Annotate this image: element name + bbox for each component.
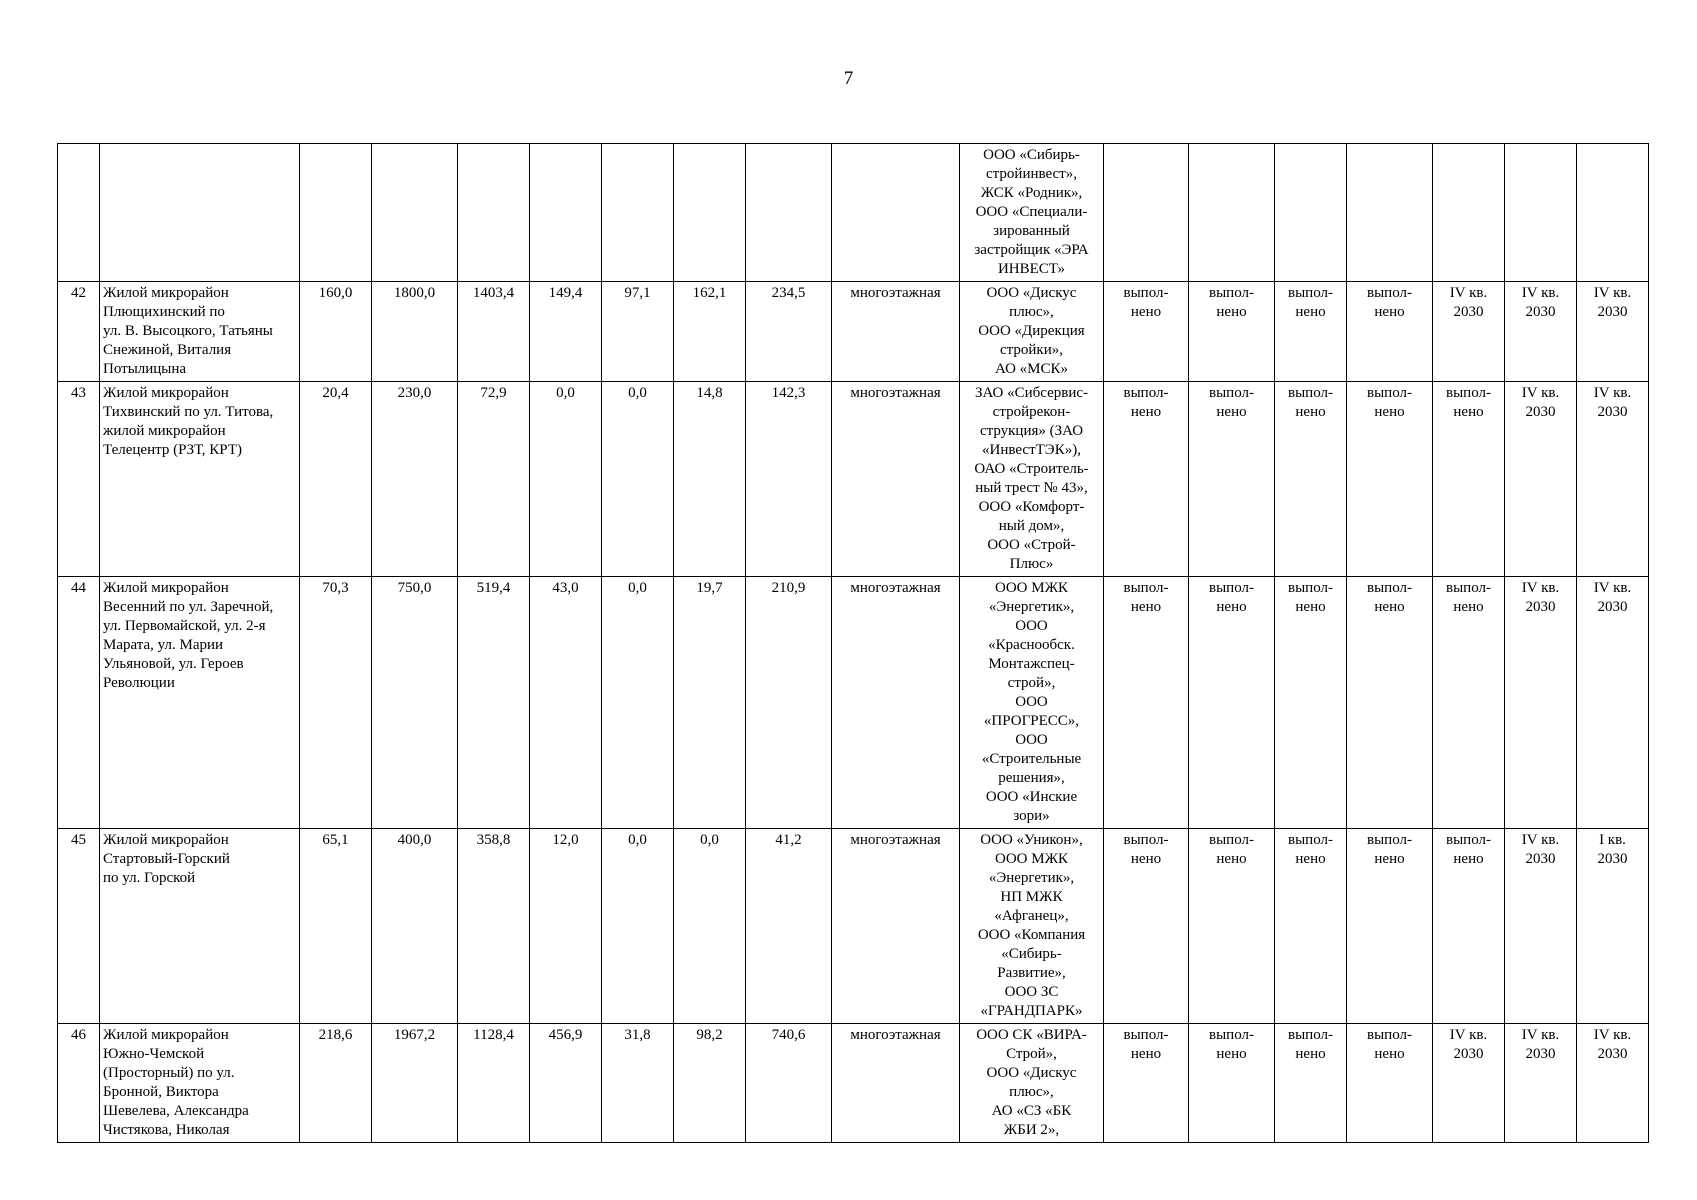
status-line: выпол-	[1367, 580, 1412, 596]
status-line: IV кв.	[1593, 285, 1632, 301]
developer-line: «ИнвестТЭК»),	[982, 442, 1081, 458]
object-name-line: Революции	[103, 675, 175, 691]
object-name-line: Потылицына	[103, 361, 187, 377]
value-cell: 456,9	[530, 1024, 602, 1143]
value-cell: 230,0	[372, 382, 458, 577]
developer-line: ООО «Сибирь-	[983, 147, 1080, 163]
object-name	[100, 282, 300, 382]
table-row	[58, 144, 1649, 282]
status-line: нено	[1453, 599, 1484, 615]
value-cell	[300, 144, 372, 282]
developer-line: «Сибирь-	[1001, 946, 1062, 962]
status-cell	[1347, 144, 1433, 282]
developer-line: Монтажспец-	[988, 656, 1075, 672]
status-line: 2030	[1525, 851, 1556, 867]
object-name	[100, 1024, 300, 1143]
status-cell	[1577, 282, 1649, 382]
object-name-line: Бронной, Виктора	[103, 1084, 219, 1100]
developer-line: ЖБИ 2»,	[1003, 1122, 1060, 1138]
developer-line: ООО «Строй-	[987, 537, 1076, 553]
building-type: многоэтажная	[832, 577, 960, 829]
status-cell	[1577, 829, 1649, 1024]
status-cell	[1275, 382, 1347, 577]
status-line: IV кв.	[1593, 580, 1632, 596]
status-line: 2030	[1597, 599, 1628, 615]
status-line: нено	[1216, 851, 1247, 867]
developer-line: стройки»,	[1000, 342, 1063, 358]
status-cell	[1347, 577, 1433, 829]
status-line: выпол-	[1288, 1027, 1333, 1043]
object-name-line: (Просторный) по ул.	[103, 1065, 235, 1081]
developer-line: ный трест № 43»,	[975, 480, 1088, 496]
developer-line: ООО МЖК	[994, 580, 1069, 596]
developer-line: ООО «Уникон»,	[980, 832, 1083, 848]
value-cell: 43,0	[530, 577, 602, 829]
value-cell: 1403,4	[458, 282, 530, 382]
status-line: выпол-	[1367, 832, 1412, 848]
row-number: 43	[58, 382, 100, 577]
value-cell	[458, 144, 530, 282]
developer-cell	[960, 577, 1104, 829]
status-cell	[1275, 577, 1347, 829]
status-cell	[1577, 577, 1649, 829]
object-name-line: жилой микрорайон	[103, 423, 226, 439]
object-name-line: Весенний по ул. Заречной,	[103, 599, 274, 615]
status-line: IV кв.	[1521, 385, 1560, 401]
object-name-line: по ул. Горской	[103, 870, 196, 886]
status-line: 2030	[1597, 1046, 1628, 1062]
building-type: многоэтажная	[832, 282, 960, 382]
developer-line: ООО СК «ВИРА-	[976, 1027, 1087, 1043]
status-line: нено	[1130, 851, 1162, 867]
value-cell: 72,9	[458, 382, 530, 577]
value-cell: 70,3	[300, 577, 372, 829]
object-name-line: Шевелева, Александра	[103, 1103, 249, 1119]
status-cell	[1433, 829, 1505, 1024]
value-cell: 98,2	[674, 1024, 746, 1143]
status-line: нено	[1453, 404, 1484, 420]
object-name-line: Жилой микрорайон	[103, 385, 229, 401]
developer-line: ООО «Дискус	[986, 285, 1077, 301]
object-name-line: Плющихинский по	[103, 304, 225, 320]
status-line: нено	[1130, 404, 1162, 420]
status-line: 2030	[1597, 304, 1628, 320]
object-name-line: Жилой микрорайон	[103, 1027, 229, 1043]
status-cell	[1104, 577, 1189, 829]
status-line: выпол-	[1446, 832, 1491, 848]
status-cell	[1433, 282, 1505, 382]
status-cell	[1275, 1024, 1347, 1143]
row-number: 45	[58, 829, 100, 1024]
status-line: 2030	[1453, 304, 1484, 320]
table-row	[58, 282, 1649, 382]
developer-line: ООО «Специали-	[975, 204, 1088, 220]
status-cell	[1189, 282, 1275, 382]
value-cell: 0,0	[602, 382, 674, 577]
value-cell: 149,4	[530, 282, 602, 382]
value-cell: 1128,4	[458, 1024, 530, 1143]
developer-line: плюс»,	[1009, 304, 1054, 320]
developer-line: Строй»,	[1006, 1046, 1057, 1062]
status-line: выпол-	[1288, 385, 1333, 401]
status-cell	[1104, 382, 1189, 577]
status-line: выпол-	[1367, 385, 1412, 401]
status-line: выпол-	[1209, 580, 1254, 596]
object-name	[100, 577, 300, 829]
value-cell: 358,8	[458, 829, 530, 1024]
status-line: нено	[1216, 404, 1247, 420]
value-cell: 0,0	[530, 382, 602, 577]
status-line: IV кв.	[1521, 1027, 1560, 1043]
status-cell	[1104, 282, 1189, 382]
object-name-line: Стартовый-Горский	[103, 851, 230, 867]
value-cell: 14,8	[674, 382, 746, 577]
status-line: 2030	[1525, 1046, 1556, 1062]
developer-line: ЗАО «Сибсервис-	[974, 385, 1089, 401]
status-line: IV кв.	[1521, 580, 1560, 596]
status-line: выпол-	[1123, 580, 1169, 596]
projects-table	[57, 143, 1649, 1143]
developer-line: «ГРАНДПАРК»	[980, 1003, 1083, 1019]
developer-line: стройрекон-	[992, 404, 1071, 420]
developer-line: ООО	[1015, 694, 1048, 710]
developer-line: Плюс»	[1009, 556, 1054, 572]
status-line: выпол-	[1288, 285, 1333, 301]
status-line: выпол-	[1123, 285, 1169, 301]
developer-line: ООО «Дирекция	[978, 323, 1085, 339]
page-number: 7	[843, 68, 854, 89]
status-cell	[1433, 144, 1505, 282]
developer-line: НП МЖК	[1000, 889, 1063, 905]
status-line: нено	[1295, 404, 1326, 420]
value-cell: 31,8	[602, 1024, 674, 1143]
developer-cell	[960, 829, 1104, 1024]
status-cell	[1104, 1024, 1189, 1143]
object-name-line: ул. Первомайской, ул. 2-я	[103, 618, 266, 634]
row-number: 46	[58, 1024, 100, 1143]
value-cell: 210,9	[746, 577, 832, 829]
status-line: нено	[1295, 304, 1326, 320]
developer-line: ОАО «Строитель-	[974, 461, 1089, 477]
status-line: 2030	[1525, 304, 1556, 320]
status-line: выпол-	[1209, 832, 1254, 848]
developer-line: струкция» (ЗАО	[979, 423, 1084, 439]
developer-line: зори»	[1013, 808, 1050, 824]
status-line: IV кв.	[1449, 1027, 1488, 1043]
developer-line: «Энергетик»,	[988, 599, 1075, 615]
developer-line: ЖСК «Родник»,	[980, 185, 1083, 201]
developer-line: застройщик «ЭРА	[974, 242, 1089, 258]
row-number: 42	[58, 282, 100, 382]
value-cell: 400,0	[372, 829, 458, 1024]
value-cell: 160,0	[300, 282, 372, 382]
status-cell	[1433, 577, 1505, 829]
row-number: 44	[58, 577, 100, 829]
status-line: IV кв.	[1521, 832, 1560, 848]
status-line: выпол-	[1209, 1027, 1254, 1043]
value-cell	[530, 144, 602, 282]
status-cell	[1347, 1024, 1433, 1143]
status-cell	[1577, 144, 1649, 282]
developer-line: ИНВЕСТ»	[997, 261, 1066, 277]
developer-line: ООО ЗС	[1004, 984, 1059, 1000]
status-cell	[1347, 829, 1433, 1024]
status-cell	[1505, 144, 1577, 282]
status-line: выпол-	[1288, 580, 1333, 596]
value-cell: 20,4	[300, 382, 372, 577]
object-name	[100, 382, 300, 577]
table-row	[58, 382, 1649, 577]
object-name	[100, 144, 300, 282]
developer-line: ООО «Инские	[985, 789, 1078, 805]
status-line: нено	[1216, 304, 1247, 320]
object-name-line: ул. В. Высоцкого, Татьяны	[103, 323, 273, 339]
status-cell	[1275, 282, 1347, 382]
status-line: нено	[1295, 1046, 1326, 1062]
developer-line: ООО	[1015, 732, 1048, 748]
developer-line: ООО	[1015, 618, 1048, 634]
developer-line: Развитие»,	[997, 965, 1066, 981]
status-line: 2030	[1525, 404, 1556, 420]
status-line: IV кв.	[1593, 1027, 1632, 1043]
developer-line: «Афганец»,	[994, 908, 1069, 924]
status-line: нено	[1374, 599, 1405, 615]
developer-line: «Энергетик»,	[988, 870, 1075, 886]
developer-line: ООО «Дискус	[986, 1065, 1077, 1081]
value-cell	[746, 144, 832, 282]
object-name-line: Жилой микрорайон	[103, 580, 229, 596]
status-line: выпол-	[1209, 385, 1254, 401]
developer-line: зированный	[993, 223, 1070, 239]
value-cell: 0,0	[602, 829, 674, 1024]
value-cell: 41,2	[746, 829, 832, 1024]
status-line: IV кв.	[1521, 285, 1560, 301]
status-line: нено	[1295, 599, 1326, 615]
developer-line: плюс»,	[1009, 1084, 1054, 1100]
status-line: 2030	[1597, 404, 1628, 420]
value-cell: 750,0	[372, 577, 458, 829]
object-name-line: Марата, ул. Марии	[103, 637, 224, 653]
developer-line: «ПРОГРЕСС»,	[983, 713, 1080, 729]
value-cell: 740,6	[746, 1024, 832, 1143]
object-name-line: Южно-Чемской	[103, 1046, 205, 1062]
status-cell	[1104, 829, 1189, 1024]
status-cell	[1577, 382, 1649, 577]
value-cell: 65,1	[300, 829, 372, 1024]
developer-cell	[960, 1024, 1104, 1143]
table-row	[58, 1024, 1649, 1143]
object-name-line: Тихвинский по ул. Титова,	[103, 404, 274, 420]
developer-line: ООО МЖК	[994, 851, 1069, 867]
object-name-line: Жилой микрорайон	[103, 832, 229, 848]
developer-line: ООО «Компания	[977, 927, 1086, 943]
status-cell	[1189, 144, 1275, 282]
object-name-line: Ульяновой, ул. Героев	[103, 656, 244, 672]
status-line: 2030	[1525, 599, 1556, 615]
value-cell	[602, 144, 674, 282]
developer-line: ООО «Комфорт-	[978, 499, 1085, 515]
object-name	[100, 829, 300, 1024]
status-line: выпол-	[1123, 832, 1169, 848]
developer-line: стройинвест»,	[986, 166, 1077, 182]
building-type: многоэтажная	[832, 1024, 960, 1143]
status-cell	[1189, 577, 1275, 829]
status-cell	[1189, 1024, 1275, 1143]
status-cell	[1577, 1024, 1649, 1143]
status-cell	[1505, 382, 1577, 577]
value-cell: 519,4	[458, 577, 530, 829]
status-line: нено	[1130, 1046, 1162, 1062]
value-cell: 1800,0	[372, 282, 458, 382]
building-type	[832, 144, 960, 282]
status-cell	[1505, 1024, 1577, 1143]
status-line: I кв.	[1599, 832, 1626, 848]
status-line: нено	[1374, 304, 1405, 320]
status-line: выпол-	[1288, 832, 1333, 848]
status-cell	[1433, 382, 1505, 577]
status-line: нено	[1295, 851, 1326, 867]
developer-cell	[960, 382, 1104, 577]
status-line: нено	[1130, 304, 1162, 320]
status-cell	[1275, 829, 1347, 1024]
object-name-line: Чистякова, Николая	[103, 1122, 230, 1138]
developer-line: ный дом»,	[998, 518, 1065, 534]
developer-cell	[960, 282, 1104, 382]
status-line: выпол-	[1123, 1027, 1169, 1043]
developer-line: АО «МСК»	[994, 361, 1068, 377]
value-cell	[674, 144, 746, 282]
value-cell: 142,3	[746, 382, 832, 577]
status-cell	[1104, 144, 1189, 282]
object-name-line: Снежиной, Виталия	[103, 342, 232, 358]
status-line: выпол-	[1123, 385, 1169, 401]
status-cell	[1505, 282, 1577, 382]
value-cell: 0,0	[602, 577, 674, 829]
status-cell	[1275, 144, 1347, 282]
row-number	[58, 144, 100, 282]
status-cell	[1347, 382, 1433, 577]
value-cell: 97,1	[602, 282, 674, 382]
object-name-line: Телецентр (РЗТ, КРТ)	[103, 442, 242, 458]
building-type: многоэтажная	[832, 382, 960, 577]
status-line: 2030	[1597, 851, 1628, 867]
status-cell	[1433, 1024, 1505, 1143]
object-name-line: Жилой микрорайон	[103, 285, 229, 301]
status-line: нено	[1453, 851, 1484, 867]
status-line: выпол-	[1209, 285, 1254, 301]
status-line: 2030	[1453, 1046, 1484, 1062]
status-cell	[1347, 282, 1433, 382]
status-line: нено	[1216, 599, 1247, 615]
developer-line: «Краснообск.	[988, 637, 1075, 653]
value-cell: 19,7	[674, 577, 746, 829]
status-line: выпол-	[1446, 580, 1491, 596]
status-line: нено	[1374, 404, 1405, 420]
value-cell: 12,0	[530, 829, 602, 1024]
developer-cell	[960, 144, 1104, 282]
value-cell	[372, 144, 458, 282]
status-line: IV кв.	[1593, 385, 1632, 401]
value-cell: 162,1	[674, 282, 746, 382]
status-line: IV кв.	[1449, 285, 1488, 301]
value-cell: 0,0	[674, 829, 746, 1024]
table-row	[58, 577, 1649, 829]
developer-line: решения»,	[998, 770, 1065, 786]
status-line: выпол-	[1367, 285, 1412, 301]
table-row	[58, 829, 1649, 1024]
status-cell	[1189, 829, 1275, 1024]
value-cell: 1967,2	[372, 1024, 458, 1143]
status-line: нено	[1130, 599, 1162, 615]
developer-line: АО «СЗ «БК	[991, 1103, 1072, 1119]
developer-line: строй»,	[1007, 675, 1056, 691]
status-line: нено	[1216, 1046, 1247, 1062]
status-line: выпол-	[1446, 385, 1491, 401]
status-cell	[1505, 829, 1577, 1024]
status-cell	[1505, 577, 1577, 829]
building-type: многоэтажная	[832, 829, 960, 1024]
status-cell	[1189, 382, 1275, 577]
value-cell: 234,5	[746, 282, 832, 382]
status-line: нено	[1374, 851, 1405, 867]
value-cell: 218,6	[300, 1024, 372, 1143]
developer-line: «Строительные	[981, 751, 1082, 767]
status-line: нено	[1374, 1046, 1405, 1062]
status-line: выпол-	[1367, 1027, 1412, 1043]
